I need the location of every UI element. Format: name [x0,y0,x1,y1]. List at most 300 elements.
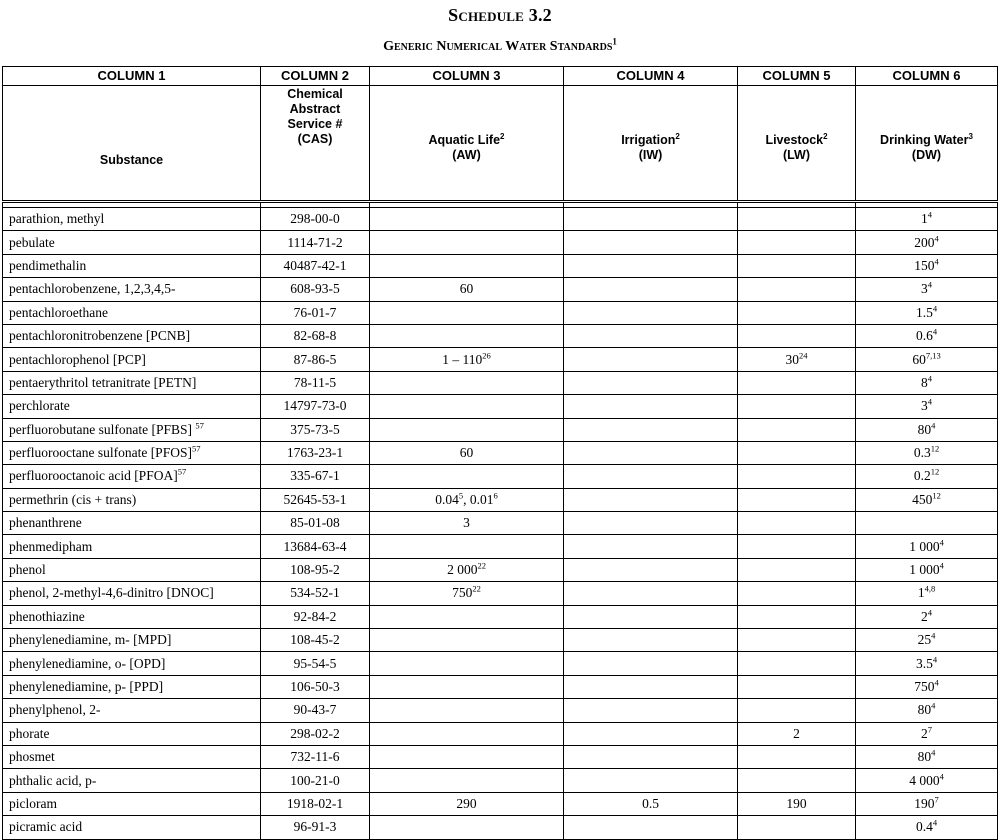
dw-footnote: 12 [930,443,940,454]
cas-cell: 106-50-3 [261,675,370,698]
cas-cell: 298-00-0 [261,208,370,231]
dw-value: 0.2 [913,468,931,484]
table-row [3,301,998,324]
cas-cell: 52645-53-1 [261,488,370,511]
dw-value: 1 000 [909,562,940,578]
substance-name: phenothiazine [9,608,85,624]
aquatic-life-cell [370,512,564,535]
drinking-water-cell [856,512,998,535]
drinking-water-cell [856,722,998,745]
dw-footnote: 4 [934,677,939,688]
table-row [3,629,998,652]
livestock-cell [738,348,856,371]
livestock-cell [738,675,856,698]
cas-cell: 95-54-5 [261,652,370,675]
drinking-water-cell [856,699,998,722]
dw-value: 2 [921,725,928,741]
substance-cell [3,816,261,839]
header-line: (CAS) [297,132,333,146]
aquatic-life-cell [370,395,564,418]
drinking-water-cell [856,488,998,511]
cas-cell: 732-11-6 [261,745,370,768]
dw-value: 8 [921,374,928,390]
aw-value: 290 [456,795,477,811]
table-row [3,395,998,418]
aquatic-life-cell [370,558,564,581]
substance-name: phenylphenol, 2- [9,702,101,718]
substance-name: perfluorooctanoic acid [PFOA] [9,468,178,484]
drinking-water-cell [856,792,998,815]
table-row [3,558,998,581]
irrigation-cell [564,208,738,231]
lw-value: 30 [785,351,799,367]
dw-value: 0.3 [913,445,931,461]
substance-name: pentachlorophenol [PCP] [9,351,146,367]
irrigation-cell [564,675,738,698]
table-row [3,465,998,488]
substance-name: pentachlorobenzene, 1,2,3,4,5- [9,281,176,297]
irrigation-cell [564,324,738,347]
header-line: Service # [287,117,343,131]
irrigation-cell [564,371,738,394]
header-line: Irrigation [621,133,676,147]
aquatic-life-cell [370,745,564,768]
drinking-water-cell [856,652,998,675]
irrigation-cell [564,418,738,441]
dw-footnote: 4 [931,700,936,711]
table-row [3,652,998,675]
dw-footnote: 12 [932,490,941,501]
substance-name: phenol [9,562,46,578]
cas-cell: 85-01-08 [261,512,370,535]
dw-footnote: 4 [932,817,938,828]
dw-value: 0.6 [915,328,933,344]
substance-name: pentaerythritol tetranitrate [PETN] [9,374,197,390]
dw-footnote: 4 [931,420,936,431]
dw-footnote: 7 [927,724,932,735]
substance-name: phosmet [9,749,55,765]
aw-footnote: 22 [472,583,481,594]
aquatic-life-cell [370,699,564,722]
dw-value: 3.5 [915,655,933,671]
aw-footnote-2: 6 [493,490,498,501]
aquatic-life-cell [370,254,564,277]
aquatic-life-cell [370,675,564,698]
dw-value: 450 [912,491,933,507]
column-number: COLUMN 2 [261,67,370,86]
dw-value: 1 000 [909,538,940,554]
aquatic-life-cell [370,301,564,324]
drinking-water-cell [856,231,998,254]
subtitle-footnote: 1 [612,36,617,47]
substance-cell [3,722,261,745]
irrigation-cell [564,441,738,464]
substance-name: phenylenediamine, o- [OPD] [9,655,166,671]
cas-cell: 1918-02-1 [261,792,370,815]
dw-value: 1 [921,211,928,227]
substance-cell [3,278,261,301]
header-substance [3,86,261,202]
drinking-water-cell [856,395,998,418]
table-row [3,278,998,301]
dw-value: 3 [921,281,928,297]
substance-name: picramic acid [9,819,83,835]
substance-cell [3,652,261,675]
livestock-cell [738,558,856,581]
aw-value: 0.04 [435,491,459,507]
aquatic-life-cell [370,441,564,464]
irrigation-cell [564,535,738,558]
livestock-cell [738,441,856,464]
dw-value: 80 [917,702,932,718]
substance-name: phenylenediamine, m- [MPD] [9,632,172,648]
livestock-cell [738,395,856,418]
irrigation-cell [564,488,738,511]
aquatic-life-cell [370,208,564,231]
cas-cell: 90-43-7 [261,699,370,722]
dw-value: 1.5 [915,304,933,320]
drinking-water-cell [856,582,998,605]
iw-value: 0.5 [642,795,659,811]
cas-cell: 14797-73-0 [261,395,370,418]
substance-footnote: 57 [177,466,187,477]
table-row [3,699,998,722]
table-row [3,418,998,441]
substance-name: picloram [9,795,57,811]
header-line: (DW) [911,148,942,162]
table-row [3,769,998,792]
aquatic-life-cell [370,488,564,511]
aw-value-2: , 0.01 [463,491,494,507]
irrigation-cell [564,558,738,581]
header-footnote: 3 [968,131,973,141]
drinking-water-cell [856,465,998,488]
table-row [3,348,998,371]
cas-cell: 534-52-1 [261,582,370,605]
dw-value: 150 [914,257,935,273]
cas-cell: 100-21-0 [261,769,370,792]
drinking-water-cell [856,278,998,301]
dw-value: 4 000 [909,772,940,788]
livestock-cell [738,488,856,511]
substance-cell [3,675,261,698]
dw-footnote: 4,8 [924,583,936,594]
header-footnote: 2 [500,131,505,141]
dw-footnote: 4 [931,630,936,641]
dw-footnote: 4 [927,209,932,220]
irrigation-cell [564,395,738,418]
aw-value: 60 [459,281,474,297]
livestock-cell [738,418,856,441]
cas-cell: 1114-71-2 [261,231,370,254]
table-row [3,816,998,839]
substance-name: phenanthrene [9,515,82,531]
substance-name: permethrin (cis + trans) [9,491,137,507]
header-line: Chemical [287,87,343,101]
aquatic-life-cell [370,629,564,652]
substance-cell [3,792,261,815]
aquatic-life-cell [370,371,564,394]
column-number-row [3,67,998,86]
irrigation-cell [564,605,738,628]
dw-value: 1 [917,585,925,601]
header-line: (AW) [452,148,481,162]
dw-value: 3 [921,398,928,414]
header-drinking-water [856,86,998,202]
dw-value: 2 [921,608,928,624]
drinking-water-cell [856,418,998,441]
header-footnote: 2 [823,131,828,141]
livestock-cell [738,465,856,488]
substance-name: perfluorooctane sulfonate [PFOS] [9,445,192,461]
dw-footnote: 4 [939,771,944,782]
substance-cell [3,512,261,535]
livestock-cell [738,208,856,231]
header-line: (IW) [638,148,663,162]
drinking-water-cell [856,371,998,394]
header-footnote: 2 [675,131,680,141]
column-number: COLUMN 5 [738,67,856,86]
aw-value: 2 000 [447,562,478,578]
substance-cell [3,254,261,277]
dw-footnote: 4 [932,654,938,665]
irrigation-cell [564,629,738,652]
table-body [3,208,998,840]
column-number: COLUMN 4 [564,67,738,86]
cas-cell: 108-95-2 [261,558,370,581]
aw-value: 60 [459,445,474,461]
table-row [3,722,998,745]
drinking-water-cell [856,675,998,698]
column-number: COLUMN 3 [370,67,564,86]
aw-value: 1 – 110 [442,351,483,367]
schedule-title: Schedule 3.2 [448,5,552,25]
lw-value: 2 [793,725,800,741]
aw-value: 3 [463,515,470,531]
livestock-cell [738,324,856,347]
dw-value: 200 [914,234,935,250]
drinking-water-cell [856,254,998,277]
livestock-cell [738,652,856,675]
substance-cell [3,371,261,394]
substance-cell [3,699,261,722]
livestock-cell [738,769,856,792]
dw-footnote: 4 [939,560,944,571]
irrigation-cell [564,745,738,768]
substance-name: pentachloroethane [9,304,108,320]
livestock-cell [738,582,856,605]
dw-footnote: 4 [927,396,932,407]
aquatic-life-cell [370,582,564,605]
substance-name: perfluorobutane sulfonate [PFBS] [9,421,196,437]
table-row [3,745,998,768]
dw-footnote: 4 [931,747,936,758]
lw-value: 190 [786,795,807,811]
cas-cell: 92-84-2 [261,605,370,628]
cas-cell: 108-45-2 [261,629,370,652]
header-line: Aquatic Life [428,133,501,147]
aquatic-life-cell [370,816,564,839]
dw-footnote: 12 [930,466,940,477]
irrigation-cell [564,652,738,675]
aquatic-life-cell [370,652,564,675]
substance-cell [3,745,261,768]
substance-cell [3,558,261,581]
irrigation-cell [564,278,738,301]
cas-cell: 375-73-5 [261,418,370,441]
table-row [3,254,998,277]
cas-cell: 1763-23-1 [261,441,370,464]
livestock-cell [738,278,856,301]
drinking-water-cell [856,324,998,347]
livestock-cell [738,816,856,839]
table-row [3,512,998,535]
table-row [3,675,998,698]
irrigation-cell [564,465,738,488]
livestock-cell [738,605,856,628]
dw-value: 0.4 [915,819,933,835]
table-row [3,208,998,231]
header-cas [261,86,370,202]
header-irrigation [564,86,738,202]
table-row [3,324,998,347]
substance-cell [3,231,261,254]
aquatic-life-cell [370,769,564,792]
drinking-water-cell [856,605,998,628]
drinking-water-cell [856,441,998,464]
header-aquatic-life [370,86,564,202]
cas-cell: 96-91-3 [261,816,370,839]
substance-name: phorate [9,725,50,741]
table-row [3,441,998,464]
table-row [3,231,998,254]
substance-cell [3,441,261,464]
irrigation-cell [564,792,738,815]
irrigation-cell [564,301,738,324]
substance-name: phthalic acid, p- [9,772,97,788]
aquatic-life-cell [370,231,564,254]
cas-cell: 82-68-8 [261,324,370,347]
cas-cell: 13684-63-4 [261,535,370,558]
irrigation-cell [564,254,738,277]
livestock-cell [738,512,856,535]
irrigation-cell [564,769,738,792]
substance-cell [3,582,261,605]
aquatic-life-cell [370,605,564,628]
livestock-cell [738,699,856,722]
dw-value: 190 [914,795,935,811]
table-row [3,488,998,511]
drinking-water-cell [856,348,998,371]
dw-footnote: 7 [934,794,939,805]
substance-name: parathion, methyl [9,211,105,227]
table-row [3,371,998,394]
dw-footnote: 4 [927,279,932,290]
aw-footnote: 26 [482,350,491,361]
column-header-row [3,86,998,202]
irrigation-cell [564,348,738,371]
substance-name: phenmedipham [9,538,93,554]
table-subtitle [0,36,1000,55]
irrigation-cell [564,231,738,254]
dw-footnote: 4 [927,373,932,384]
drinking-water-cell [856,769,998,792]
drinking-water-cell [856,745,998,768]
aw-footnote: 5 [458,490,464,501]
substance-cell [3,629,261,652]
substance-name: phenol, 2-methyl-4,6-dinitro [DNOC] [9,585,214,601]
livestock-cell [738,231,856,254]
substance-name: pebulate [9,234,55,250]
aquatic-life-cell [370,348,564,371]
substance-cell [3,348,261,371]
drinking-water-cell [856,535,998,558]
water-standards-table [2,66,998,840]
header-line: Livestock [765,133,824,147]
substance-cell [3,465,261,488]
column-number: COLUMN 6 [856,67,998,86]
irrigation-cell [564,722,738,745]
irrigation-cell [564,699,738,722]
cas-cell: 78-11-5 [261,371,370,394]
substance-name: pentachloronitrobenzene [PCNB] [9,328,191,344]
substance-cell [3,418,261,441]
aquatic-life-cell [370,722,564,745]
aquatic-life-cell [370,792,564,815]
header-line: (LW) [782,148,811,162]
aw-footnote: 22 [477,560,486,571]
dw-footnote: 4 [927,607,932,618]
livestock-cell [738,301,856,324]
substance-cell [3,208,261,231]
livestock-cell [738,535,856,558]
header-livestock [738,86,856,202]
dw-footnote: 4 [932,303,938,314]
livestock-cell [738,792,856,815]
irrigation-cell [564,582,738,605]
aquatic-life-cell [370,535,564,558]
substance-cell [3,605,261,628]
drinking-water-cell [856,208,998,231]
irrigation-cell [564,512,738,535]
cas-cell: 76-01-7 [261,301,370,324]
substance-cell [3,395,261,418]
cas-cell: 608-93-5 [261,278,370,301]
drinking-water-cell [856,629,998,652]
cas-cell: 335-67-1 [261,465,370,488]
cas-cell: 298-02-2 [261,722,370,745]
dw-value: 750 [914,679,935,694]
aquatic-life-cell [370,465,564,488]
lw-footnote: 24 [799,350,808,361]
table-row [3,582,998,605]
drinking-water-cell [856,558,998,581]
aquatic-life-cell [370,418,564,441]
table-row [3,535,998,558]
aquatic-life-cell [370,278,564,301]
substance-name: phenylenediamine, p- [PPD] [9,679,164,694]
dw-value: 25 [917,632,932,648]
aquatic-life-cell [370,324,564,347]
dw-value: 80 [917,749,932,765]
header-line: Abstract [289,102,341,116]
drinking-water-cell [856,816,998,839]
substance-cell [3,301,261,324]
substance-footnote: 57 [195,420,204,431]
aw-value: 750 [452,585,473,601]
dw-footnote: 7,13 [925,350,941,361]
livestock-cell [738,722,856,745]
